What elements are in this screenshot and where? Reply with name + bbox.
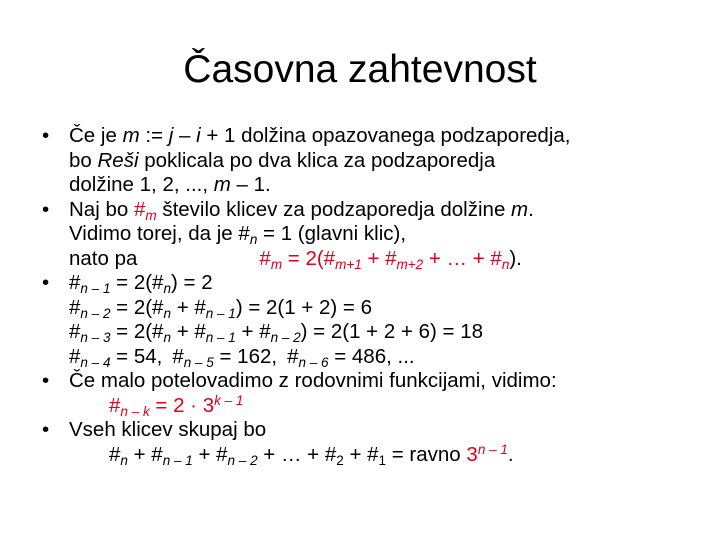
bullet-2-line-1: Naj bo $\#_m$ število klicev za podzaporedja dolžine m. [69, 197, 534, 223]
bullet-item-1 [42, 124, 714, 198]
slide-title: Časovna zahtevnost [183, 48, 537, 91]
closed-form-formula: $\#_{n - k} = 2 \cdot 3^{k - 1}$ [109, 392, 244, 419]
bullet-dot-icon: • [42, 418, 50, 441]
bullet-2-line-2: Vidimo torej, da je $\#_n = 1$ (glavni klic), [69, 222, 407, 248]
bullet-3-line-1: $\#_{n - 1}$ = $2(\#_n) = 2$ [69, 271, 213, 297]
bullet-list [42, 124, 714, 467]
bullet-3-line-3: $\#_{n - 3}$ = $2(\#_n$ + $\#_{n - 1}$ + $\#_{n - 2}) = 2(1 + 2 + 6) = 18$ [69, 320, 483, 346]
bullet-dot-icon: • [42, 197, 50, 221]
bullet-1-line-3: dolžine 1, 2, ..., m – 1. [69, 173, 271, 196]
bullet-dot-icon: • [42, 271, 50, 294]
total-calls-formula: $\#_n$ + $\#_{n - 1}$ + $\#_{n - 2}$ + … + $\#_2$ + $\#_1$ = ravno 3$^{n - 1}$. [109, 441, 514, 468]
bullet-2-line-3: nato pa $\#_m$ = $2(\#_{m+1}$ + $\#_{m+2}$ + … + $\#_n$). [69, 246, 522, 272]
bullet-item-3 [42, 271, 714, 369]
bullet-1-line-1: Če je m := j – i + 1 dolžina opazovanega podzaporedja, [69, 124, 571, 147]
bullet-4-line-1: Če malo potelovadimo z rodovnimi funkcijami, vidimo: [69, 369, 557, 392]
bullet-1-line-2: bo Reši poklicala po dva klica za podzaporedja [69, 148, 496, 172]
bullet-5-line-1: Vseh klicev skupaj bo [69, 418, 267, 441]
bullet-item-4 [42, 369, 714, 418]
bullet-item-5 [42, 418, 714, 467]
recurrence-formula: $\#_m$ = $2(\#_{m+1}$ + $\#_{m+2}$ + … + $\#_n$ [259, 246, 510, 272]
bullet-3-line-4: $\#_{n - 4} = 54$, $\#_{n - 5} = 162$, $\#_{n - 6} = 486$, ... [69, 344, 415, 370]
bullet-dot-icon: • [42, 124, 50, 147]
bullet-item-2 [42, 198, 714, 272]
bullet-3-line-2: $\#_{n - 2}$ = $2(\#_n$ + $\#_{n - 1}) = 2(1 + 2) = 6$ [69, 295, 373, 321]
bullet-dot-icon: • [42, 369, 50, 392]
